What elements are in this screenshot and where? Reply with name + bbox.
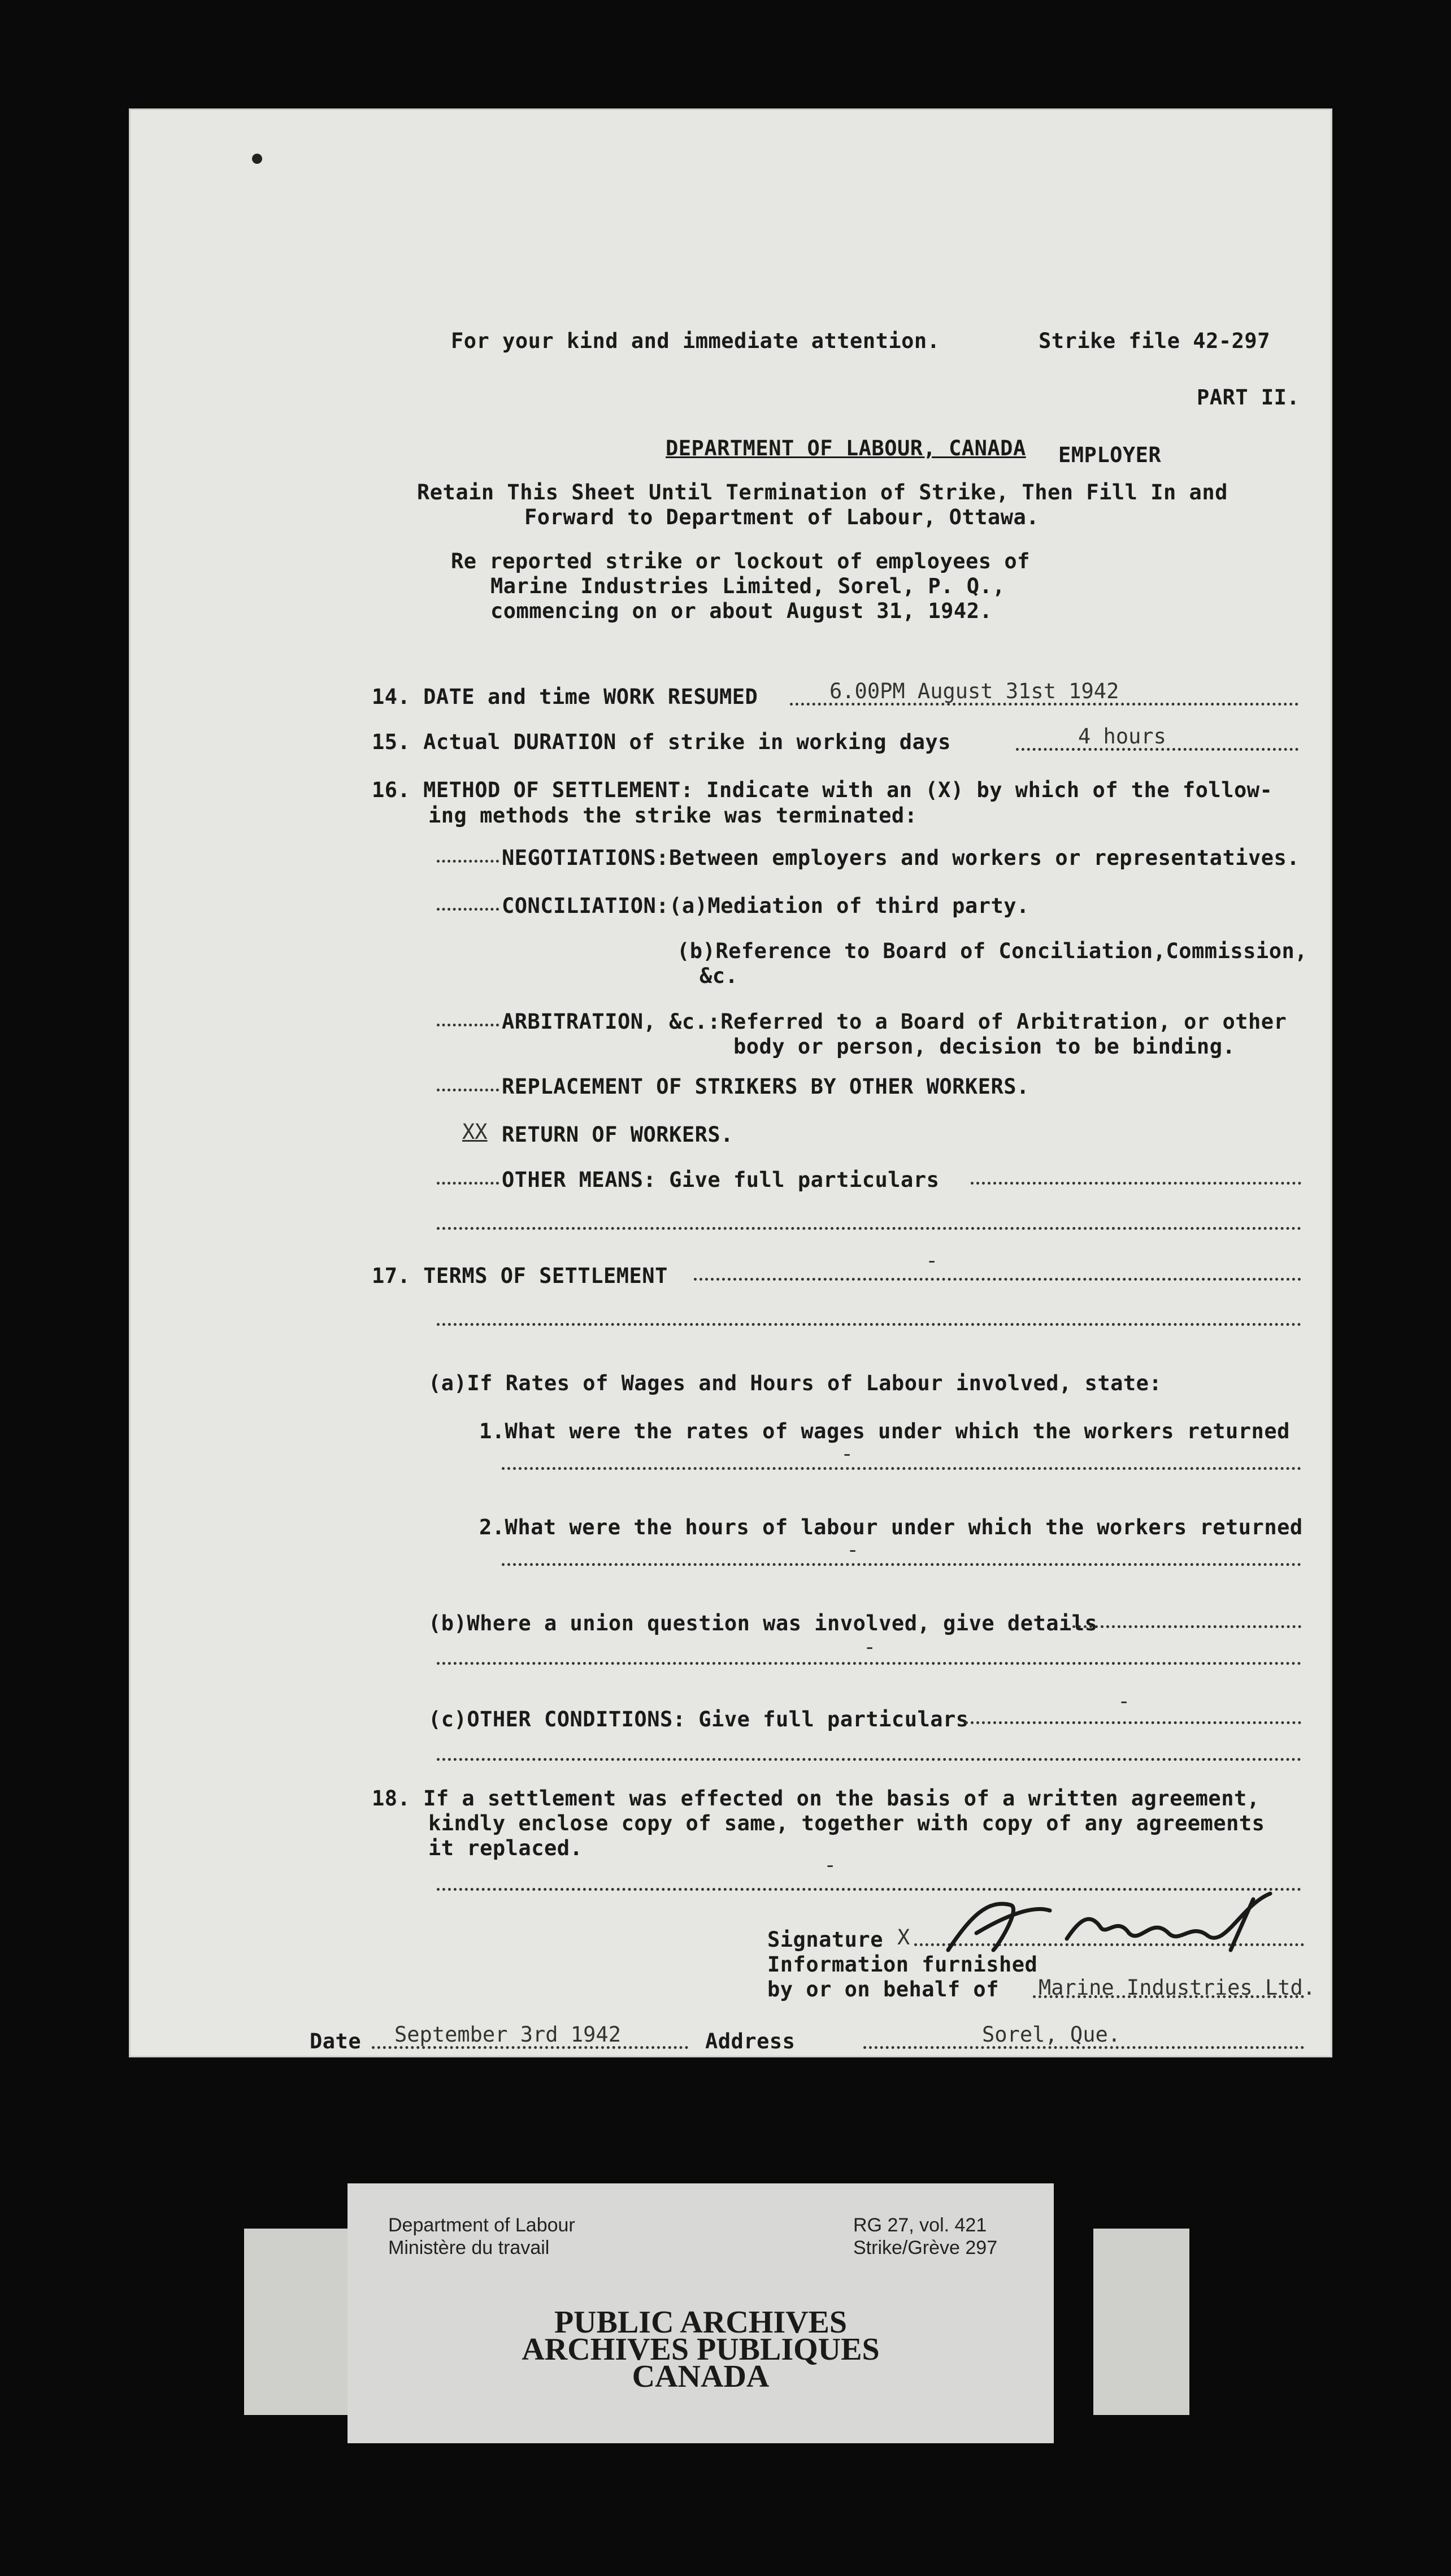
strike-form — [298, 295, 1417, 2125]
agreement-dash: - — [824, 1853, 837, 1877]
work-resumed-value: 6.00PM August 31st 1942 — [829, 679, 1119, 703]
document-page — [129, 108, 1332, 2057]
duration-value: 4 hours — [1078, 724, 1166, 749]
archives-line-1: PUBLIC ARCHIVES — [554, 2305, 848, 2340]
signature-x: X — [897, 1925, 910, 1950]
archives-label-card — [347, 2183, 1054, 2443]
dept-en: Department of Labour — [388, 2214, 575, 2236]
item-17-dash: - — [926, 1248, 939, 1273]
retain-instruction-2: Forward to Department of Labour, Ottawa. — [524, 505, 1040, 529]
other-means-mark-line — [437, 1182, 499, 1185]
re-line-1: Re reported strike or lockout of employees of — [451, 549, 1030, 573]
strike-file-number: Strike file 42-297 — [1039, 329, 1270, 353]
retain-instruction-1: Retain This Sheet Until Termination of Strike, Then Fill In and — [417, 480, 1228, 504]
conciliation-mark-line — [437, 908, 499, 911]
strike-reference: Strike/Grève 297 — [853, 2237, 998, 2259]
address-label: Address — [705, 2029, 796, 2053]
punch-mark — [252, 154, 262, 164]
union-dash: - — [863, 1635, 876, 1659]
label-tab-right — [1093, 2229, 1189, 2415]
other-means-line-1 — [971, 1182, 1301, 1185]
company-line — [1033, 1995, 1304, 1998]
on-behalf-label: by or on behalf of — [767, 1977, 999, 2001]
other-means-option: OTHER MEANS: Give full particulars — [502, 1168, 940, 1192]
part-label: PART II. — [1197, 385, 1300, 410]
label-tab-left — [244, 2229, 357, 2415]
replacement-option: REPLACEMENT OF STRIKERS BY OTHER WORKERS. — [502, 1074, 1029, 1099]
arbitration-option-2: body or person, decision to be binding. — [733, 1034, 1236, 1059]
conciliation-option-a: CONCILIATION:(a)Mediation of third party. — [502, 894, 1029, 918]
negotiations-mark-line — [437, 860, 499, 863]
archives-line-3: CANADA — [632, 2359, 770, 2394]
address-value: Sorel, Que. — [982, 2022, 1121, 2047]
signature-label: Signature — [767, 1927, 883, 1952]
arbitration-option-1: ARBITRATION, &c.:Referred to a Board of Arbitration, or other — [502, 1009, 1287, 1034]
item-16-line-1: 16. METHOD OF SETTLEMENT: Indicate with an (X) by which of the follow- — [372, 778, 1273, 802]
conciliation-option-b-2: &c. — [700, 964, 738, 988]
item-18-line-3: it replaced. — [428, 1836, 583, 1860]
company-value: Marine Industries Ltd. — [1039, 1975, 1316, 2000]
conditions-line-1 — [965, 1721, 1301, 1724]
return-mark: XX — [462, 1120, 488, 1144]
item-17-a-2: 2.What were the hours of labour under which the workers returned — [479, 1515, 1303, 1539]
date-value: September 3rd 1942 — [394, 2022, 621, 2047]
return-option: RETURN OF WORKERS. — [502, 1122, 733, 1147]
item-17-a: (a)If Rates of Wages and Hours of Labour involved, state: — [428, 1371, 1162, 1395]
item-17-line-1 — [694, 1278, 1301, 1281]
negotiations-option: NEGOTIATIONS:Between employers and workers or representatives. — [502, 846, 1300, 870]
replacement-mark-line — [437, 1089, 499, 1091]
wages-dash: - — [841, 1442, 854, 1466]
dept-fr: Ministère du travail — [388, 2237, 550, 2259]
conditions-line-2 — [437, 1758, 1301, 1761]
item-17-a-1: 1.What were the rates of wages under which the workers returned — [479, 1419, 1290, 1443]
rg-reference: RG 27, vol. 421 — [853, 2214, 987, 2236]
arbitration-mark-line — [437, 1024, 499, 1026]
item-17-line-2 — [437, 1323, 1301, 1326]
item-18-line-1: 18. If a settlement was effected on the basis of a written agreement, — [372, 1786, 1260, 1811]
item-17-b: (b)Where a union question was involved, give details — [428, 1611, 1098, 1635]
item-17-label: 17. TERMS OF SETTLEMENT — [372, 1264, 668, 1288]
conciliation-option-b-1: (b)Reference to Board of Conciliation,Commission, — [677, 939, 1308, 963]
re-line-3: commencing on or about August 31, 1942. — [490, 599, 993, 623]
item-17-c: (c)OTHER CONDITIONS: Give full particulars — [428, 1707, 969, 1731]
union-line-2 — [437, 1662, 1301, 1665]
wages-line — [502, 1467, 1301, 1470]
info-furnished-label: Information furnished — [767, 1952, 1038, 1977]
hours-dash: - — [846, 1538, 859, 1562]
attention-note: For your kind and immediate attention. — [451, 329, 940, 353]
hours-line — [502, 1563, 1301, 1566]
item-16-line-2: ing methods the strike was terminated: — [428, 803, 918, 828]
department-title: DEPARTMENT OF LABOUR, CANADA — [666, 436, 1026, 460]
item-15-label: 15. Actual DURATION of strike in working days — [372, 730, 951, 754]
conditions-dash: - — [1118, 1689, 1131, 1713]
other-means-line-2 — [437, 1227, 1301, 1230]
archives-line-2: ARCHIVES PUBLIQUES — [522, 2332, 880, 2367]
item-18-line-2: kindly enclose copy of same, together with copy of any agreements — [428, 1811, 1265, 1835]
employer-label: EMPLOYER — [1058, 443, 1162, 467]
re-line-2: Marine Industries Limited, Sorel, P. Q., — [490, 574, 1006, 598]
union-line-1 — [1072, 1625, 1301, 1628]
item-14-label: 14. DATE and time WORK RESUMED — [372, 685, 758, 709]
date-label: Date — [310, 2029, 362, 2053]
